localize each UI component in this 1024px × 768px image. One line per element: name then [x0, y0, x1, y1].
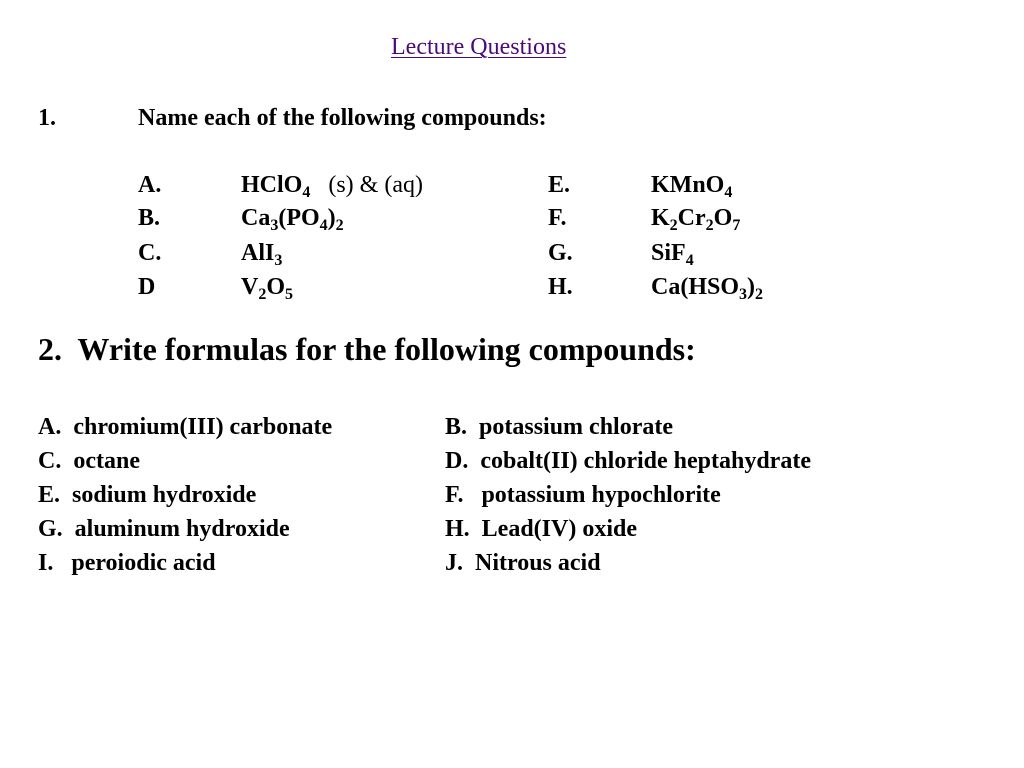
question-1-number: 1.: [38, 105, 56, 131]
q2-item-j: J. Nitrous acid: [445, 550, 601, 576]
item-letter-e: E.: [548, 172, 571, 198]
formula-g-part: SiF: [651, 240, 686, 266]
formula-g: [651, 240, 694, 267]
formula-a-sub: 4: [302, 184, 311, 201]
item-letter-c: C.: [138, 240, 162, 266]
formula-b-sub: 4: [319, 217, 328, 234]
q2-item-f: F. potassium hypochlorite: [445, 482, 721, 508]
question-2-heading: 2. Write formulas for the following compounds:: [38, 331, 696, 367]
formula-f-sub: 7: [732, 217, 741, 234]
formula-f: [651, 205, 740, 232]
formula-h-sub: 2: [755, 286, 764, 303]
q1-row-d-h: [0, 274, 1024, 306]
formula-f-part: K: [651, 205, 670, 231]
formula-b: [241, 205, 344, 232]
formula-e: [651, 172, 732, 199]
item-letter-d: D: [138, 274, 156, 300]
formula-a-part: HClO: [241, 172, 303, 198]
page-title: Lecture Questions: [391, 34, 567, 60]
q2-row: [0, 482, 1024, 514]
formula-b-sub: 2: [335, 217, 344, 234]
formula-e-sub: 4: [724, 184, 733, 201]
item-letter-h: H.: [548, 274, 573, 300]
formula-f-part: Cr: [677, 205, 706, 231]
formula-h: [651, 274, 763, 301]
formula-d-part: O: [266, 274, 286, 300]
q2-item-b: B. potassium chlorate: [445, 414, 673, 440]
q2-item-g: G. aluminum hydroxide: [38, 516, 290, 542]
formula-g-sub: 4: [685, 252, 694, 269]
formula-c-sub: 3: [274, 252, 283, 269]
formula-h-part: ): [747, 274, 756, 300]
formula-b-part: Ca: [241, 205, 271, 231]
formula-h-sub: 3: [739, 286, 748, 303]
formula-a-state: (s) & (aq): [310, 172, 423, 198]
q2-item-a: A. chromium(III) carbonate: [38, 414, 333, 440]
q2-item-e: E. sodium hydroxide: [38, 482, 257, 508]
formula-a: [241, 172, 423, 199]
q1-row-c-g: [0, 240, 1024, 272]
question-1-prompt: Name each of the following compounds:: [138, 105, 547, 131]
item-letter-f: F.: [548, 205, 567, 231]
formula-c: [241, 240, 282, 267]
q2-row: [0, 550, 1024, 582]
q1-row-a-e: [0, 172, 1024, 204]
q1-row-b-f: [0, 205, 1024, 237]
formula-f-part: O: [713, 205, 733, 231]
formula-h-part: Ca(HSO: [651, 274, 740, 300]
formula-b-part: ): [327, 205, 336, 231]
q2-item-d: D. cobalt(II) chloride heptahydrate: [445, 448, 811, 474]
formula-b-sub: 3: [270, 217, 279, 234]
q2-row: [0, 414, 1024, 446]
formula-d-part: V: [241, 274, 259, 300]
item-letter-g: G.: [548, 240, 573, 266]
q2-item-i: I. peroiodic acid: [38, 550, 216, 576]
formula-d-sub: 2: [258, 286, 267, 303]
q2-item-h: H. Lead(IV) oxide: [445, 516, 637, 542]
formula-f-sub: 2: [705, 217, 714, 234]
q2-row: [0, 448, 1024, 480]
q2-item-c: C. octane: [38, 448, 140, 474]
formula-f-sub: 2: [669, 217, 678, 234]
item-letter-b: B.: [138, 205, 161, 231]
item-letter-a: A.: [138, 172, 162, 198]
formula-d: [241, 274, 293, 301]
formula-c-part: AlI: [241, 240, 275, 266]
q2-row: [0, 516, 1024, 548]
formula-d-sub: 5: [285, 286, 294, 303]
formula-e-part: KMnO: [651, 172, 725, 198]
formula-b-part: (PO: [278, 205, 320, 231]
